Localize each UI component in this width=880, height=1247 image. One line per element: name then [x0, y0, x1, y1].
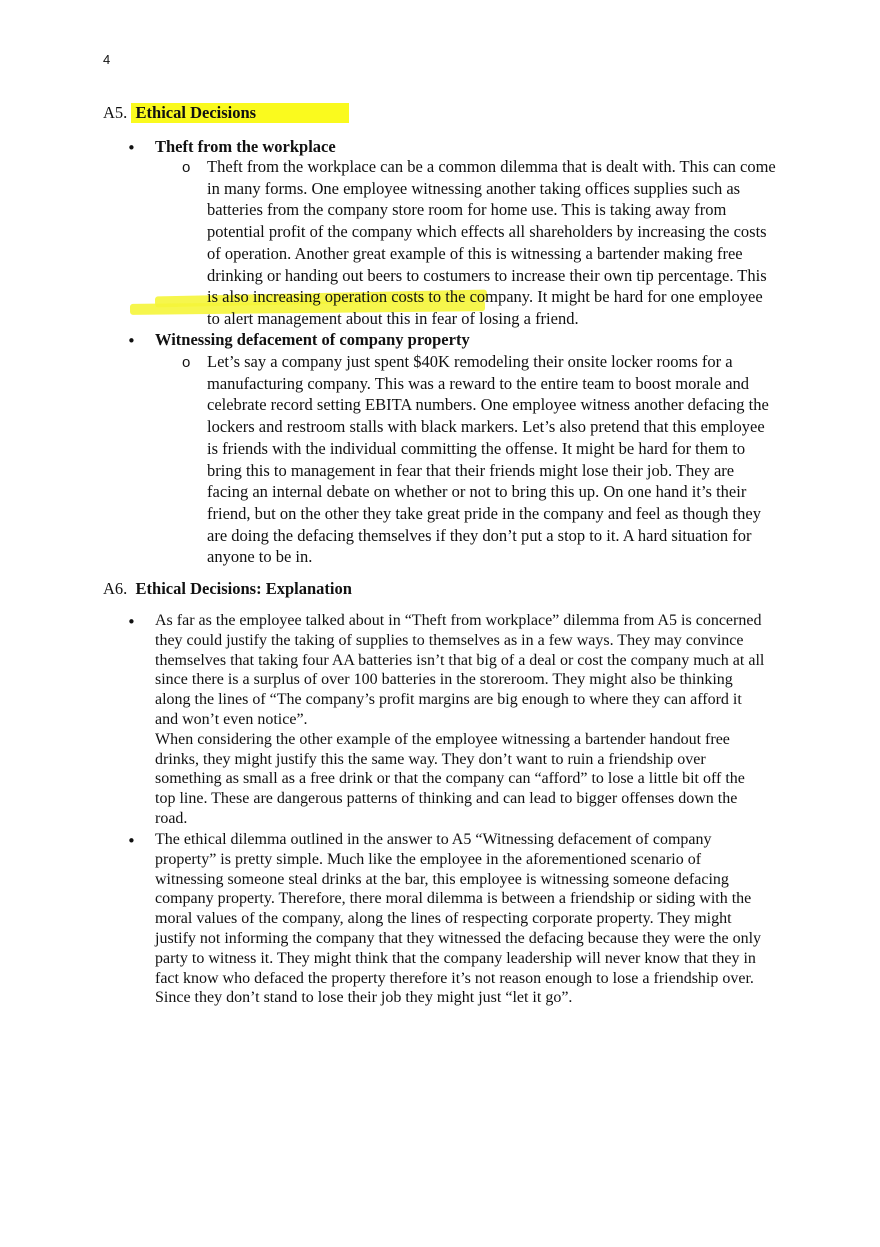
bullet-icon: • — [127, 613, 136, 631]
section-a5-title: Ethical Decisions — [135, 103, 257, 122]
explanation-text: When considering the other example of the employee witnessing a bartender handout free drinks, they might justify this the same way. They don’t want to ruin a friendship over something as small as a free drink or that the company can “afford” to lose a little bit off the top line. These are dangerous patterns of thinking and can lead to bigger offenses down the road. — [155, 730, 745, 827]
section-a5-label: A5. — [103, 103, 128, 122]
section-a6-title: Ethical Decisions: Explanation — [135, 579, 352, 598]
page-number: 4 — [103, 52, 111, 67]
item-title: Witnessing defacement of company property — [155, 330, 470, 349]
explanation-text: The ethical dilemma outlined in the answer to A5 “Witnessing defacement of company property” is pretty simple. Much like the employee in the aforementioned scenario of witnessing someone steal drinks at the bar, this employee is witnessing someone defacing company property. Therefore, there moral dilemma is between a friendship or siding with the moral values of the company, along the lines of respecting corporate property. They might justify not informing the company that they witnessed the defacing because they were the only party to witness it. They might think that the company leadership will never know that they in fact know who defaced the property therefore it’s not reason enough to lose a friendship over. Since they don’t stand to lose their job they might just “let it go”. — [155, 831, 762, 1007]
explanation-text: As far as the employee talked about in “Theft from workplace” dilemma from A5 is concerned they could justify the taking of supplies to themselves as in a few ways. They may convince themselves that taking four AA batteries isn’t that big of a deal or cost the company much at all since there is a surplus of over 100 batteries in the storeroom. They might also be thinking along the lines of “The company’s profit margins are big enough to where they can afford it and won’t even notice”. — [155, 612, 765, 728]
section-a5-heading — [103, 102, 256, 124]
item-paragraph: Theft from the workplace can be a common dilemma that is dealt with. This can come in many forms. One employee witnessing another taking offices supplies such as batteries from the company store room for home use. This is taking away from potential profit of the company which effects all shareholders by increasing the costs of operation. Another great example of this is witnessing a bartender making free drinking or handing out beers to costumers to increase their own tip percentage. This is also increasing operation costs to the company. It might be hard for one employee to alert management about this in fear of losing a friend. — [207, 157, 776, 328]
item-paragraph: Let’s say a company just spent $40K remodeling their onsite locker rooms for a manufacturing company. This was a reward to the entire team to boost morale and celebrate record setting EBITA numbers. One employee witness another defacing the lockers and restroom stalls with black markers. Let’s also pretend that this employee is friends with the individual committing the offense. It might be hard for them to bring this to management in fear that their friends might lose their job. They are facing an internal debate on whether or not to bring this up. On one hand it’s their friend, but on the other they take great pride in the company and feel as though they are doing the defacing themselves if they don’t put a stop to it. A hard situation for anyone to be in. — [207, 352, 769, 567]
sub-bullet-icon: o — [182, 159, 191, 176]
bullet-icon: • — [127, 832, 136, 850]
sub-bullet-icon: o — [182, 354, 191, 371]
section-a6-label: A6. — [103, 579, 128, 598]
bullet-icon: • — [127, 332, 136, 350]
explanation-paragraph — [155, 830, 767, 1008]
section-a6-heading — [103, 578, 352, 600]
bullet-icon: • — [127, 139, 136, 157]
item-title: Theft from the workplace — [155, 137, 336, 156]
explanation-paragraph — [155, 611, 765, 829]
